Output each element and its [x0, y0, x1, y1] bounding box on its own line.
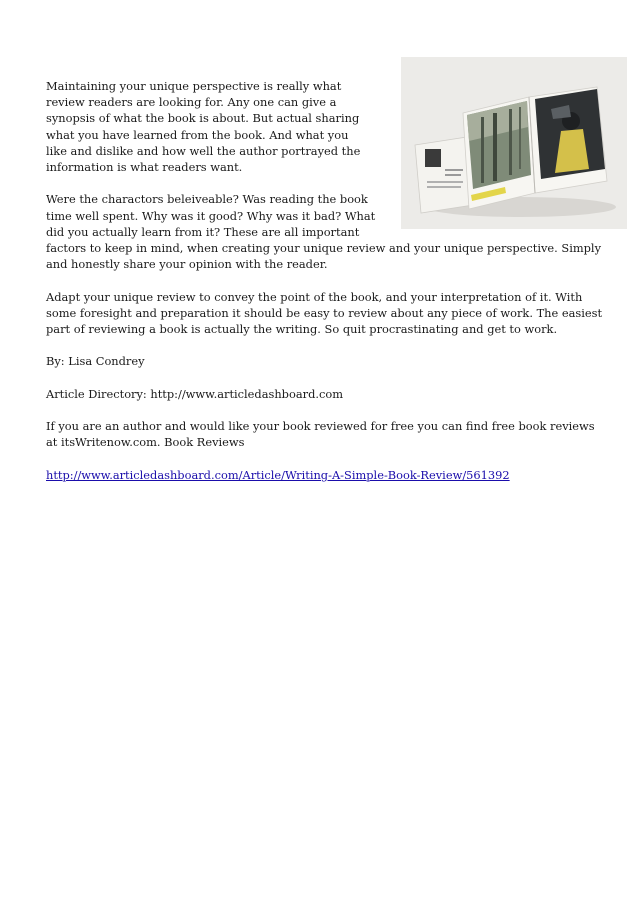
paragraph-3: Adapt your unique review to convey the point of the book, and your interpretation of it. With some foresight and preparation it should be easy to review about any piece of work. The easiest part of reviewing a book is actually the writing. So quit procrastinating and get to work. [46, 289, 603, 337]
article-directory: Article Directory: http://www.articledashboard.com [46, 386, 344, 401]
paragraph-1-line-2: review readers are looking for. Any one can give a [46, 95, 337, 110]
paragraph-2: Were the charactors beleiveable? Was reading the book time well spent. Why was it good? Why was it bad? What did you actually learn from it? These are all important factors to keep in mind, when creating your unique review and your unique perspective. Simply and honestly share your opinion with the reader. [46, 192, 602, 272]
paragraph-1-line-3: synopsis of what the book is about. But actual sharing [46, 111, 360, 126]
source-link-row [46, 467, 606, 483]
source-link[interactable]: http://www.articledashboard.com/Article/Writing-A-Simple-Book-Review/561392 [46, 467, 510, 482]
open-book-photo-icon [401, 57, 627, 229]
promo-text: If you are an author and would like your book reviewed for free you can find free book reviews at itsWritenow.com. Book Reviews [46, 419, 595, 450]
paragraph-1-line-1: Maintaining your unique perspective is really what [46, 79, 342, 93]
article-body [46, 78, 606, 499]
paragraph-1-line-4: what you have learned from the book. And what you [46, 127, 349, 142]
author-byline: By: Lisa Condrey [46, 354, 145, 369]
paragraph-1-line-6: information is what readers want. [46, 160, 243, 175]
paragraph-1-line-5: like and dislike and how well the author portrayed the [46, 143, 361, 158]
